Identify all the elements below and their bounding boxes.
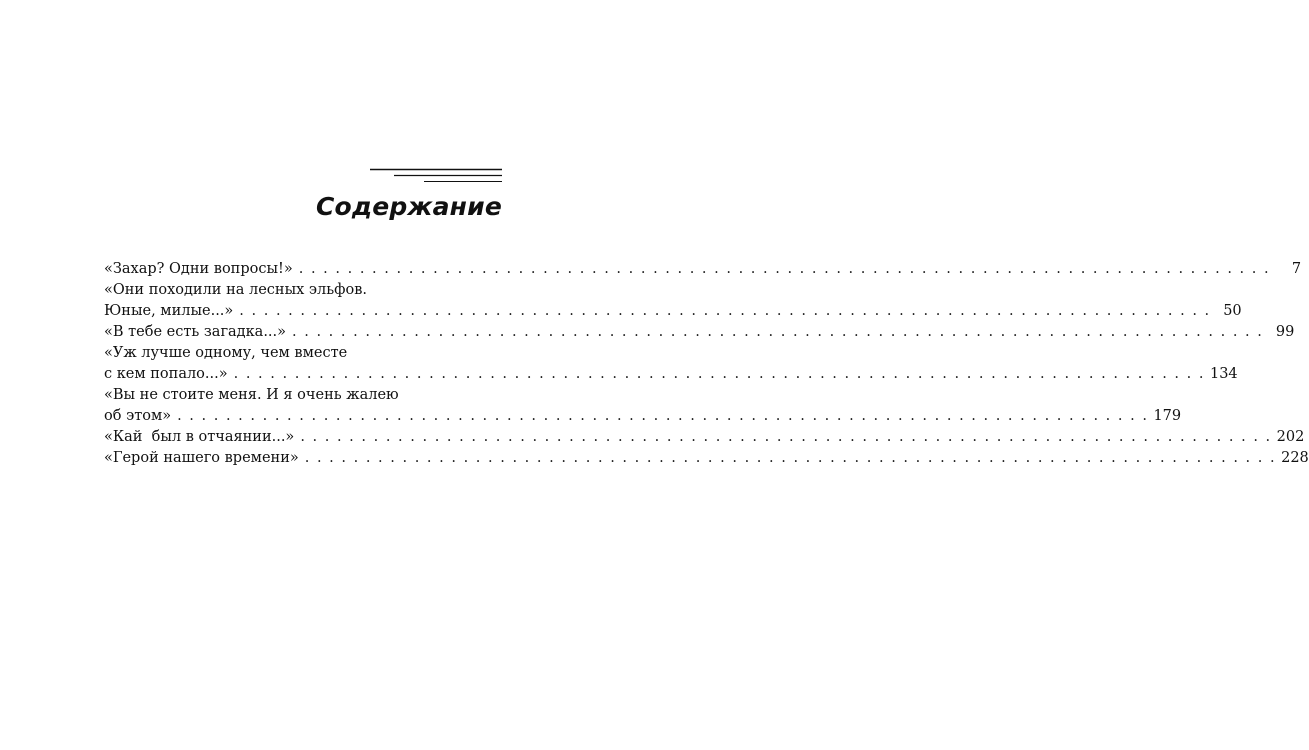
toc-entry[interactable] <box>104 343 1238 385</box>
toc-page-number: 134 <box>1209 366 1238 382</box>
toc-entry-title: «Уж лучше одному, чем вместе <box>104 345 348 361</box>
toc-page-number: 50 <box>1223 303 1242 319</box>
toc-entry[interactable] <box>104 280 1242 322</box>
toc-page-number: 179 <box>1153 408 1182 424</box>
toc-entry-title: «Захар? Одни вопросы!» <box>104 261 293 277</box>
dot-leader: . . . . . . . . . . . . . . . . . . . . . . . . . . . . . . . . . . . . . . . . . . . . . . . . . . . . . . . . . . . . . . . . . . . . . . . . . . . . . . . . <box>233 366 1205 382</box>
toc-entry[interactable] <box>104 448 1309 469</box>
contents-title: Содержание <box>315 192 502 221</box>
toc-entry-title-continued: с кем попало...» <box>104 366 228 382</box>
toc-page-number: 202 <box>1276 429 1305 445</box>
toc-page-number: 99 <box>1275 324 1295 340</box>
dot-leader: . . . . . . . . . . . . . . . . . . . . . . . . . . . . . . . . . . . . . . . . . . . . . . . . . . . . . . . . . . . . . . . . . . . . . . . . . . . . . . . . <box>304 450 1277 466</box>
toc-entry-title: «Они походили на лесных эльфов. <box>104 282 367 298</box>
toc-entry-title: «В тебе есть загадка...» <box>104 324 287 340</box>
toc-entry[interactable] <box>104 322 1295 343</box>
toc-entry-title-continued: об этом» <box>104 408 172 424</box>
toc-entry[interactable] <box>104 385 1182 427</box>
dot-leader: . . . . . . . . . . . . . . . . . . . . . . . . . . . . . . . . . . . . . . . . . . . . . . . . . . . . . . . . . . . . . . . . . . . . . . . . . . . . . . . . <box>300 429 1272 445</box>
dot-leader: . . . . . . . . . . . . . . . . . . . . . . . . . . . . . . . . . . . . . . . . . . . . . . . . . . . . . . . . . . . . . . . . . . . . . . . . . . . . . . . . <box>239 303 1211 319</box>
toc-page-number: 228 <box>1281 450 1309 466</box>
toc-entry-title: «Герой нашего времени» <box>104 450 299 466</box>
toc-entry-title: «Вы не стоите меня. И я очень жалею <box>104 387 399 403</box>
toc-entry-title: «Кай был в отчаянии...» <box>104 429 295 445</box>
dot-leader: . . . . . . . . . . . . . . . . . . . . . . . . . . . . . . . . . . . . . . . . . . . . . . . . . . . . . . . . . . . . . . . . . . . . . . . . . . . . . . . . <box>298 261 1271 277</box>
title-ornament-lines <box>370 168 502 188</box>
toc-page-number: 7 <box>1291 261 1302 277</box>
toc-entry[interactable] <box>104 259 1302 280</box>
toc-entry-title-continued: Юные, милые...» <box>104 303 234 319</box>
dot-leader: . . . . . . . . . . . . . . . . . . . . . . . . . . . . . . . . . . . . . . . . . . . . . . . . . . . . . . . . . . . . . . . . . . . . . . . . . . . . . . . . <box>292 324 1264 340</box>
table-of-contents <box>104 259 1309 469</box>
toc-entry[interactable] <box>104 427 1305 448</box>
dot-leader: . . . . . . . . . . . . . . . . . . . . . . . . . . . . . . . . . . . . . . . . . . . . . . . . . . . . . . . . . . . . . . . . . . . . . . . . . . . . . . . . <box>177 408 1149 424</box>
